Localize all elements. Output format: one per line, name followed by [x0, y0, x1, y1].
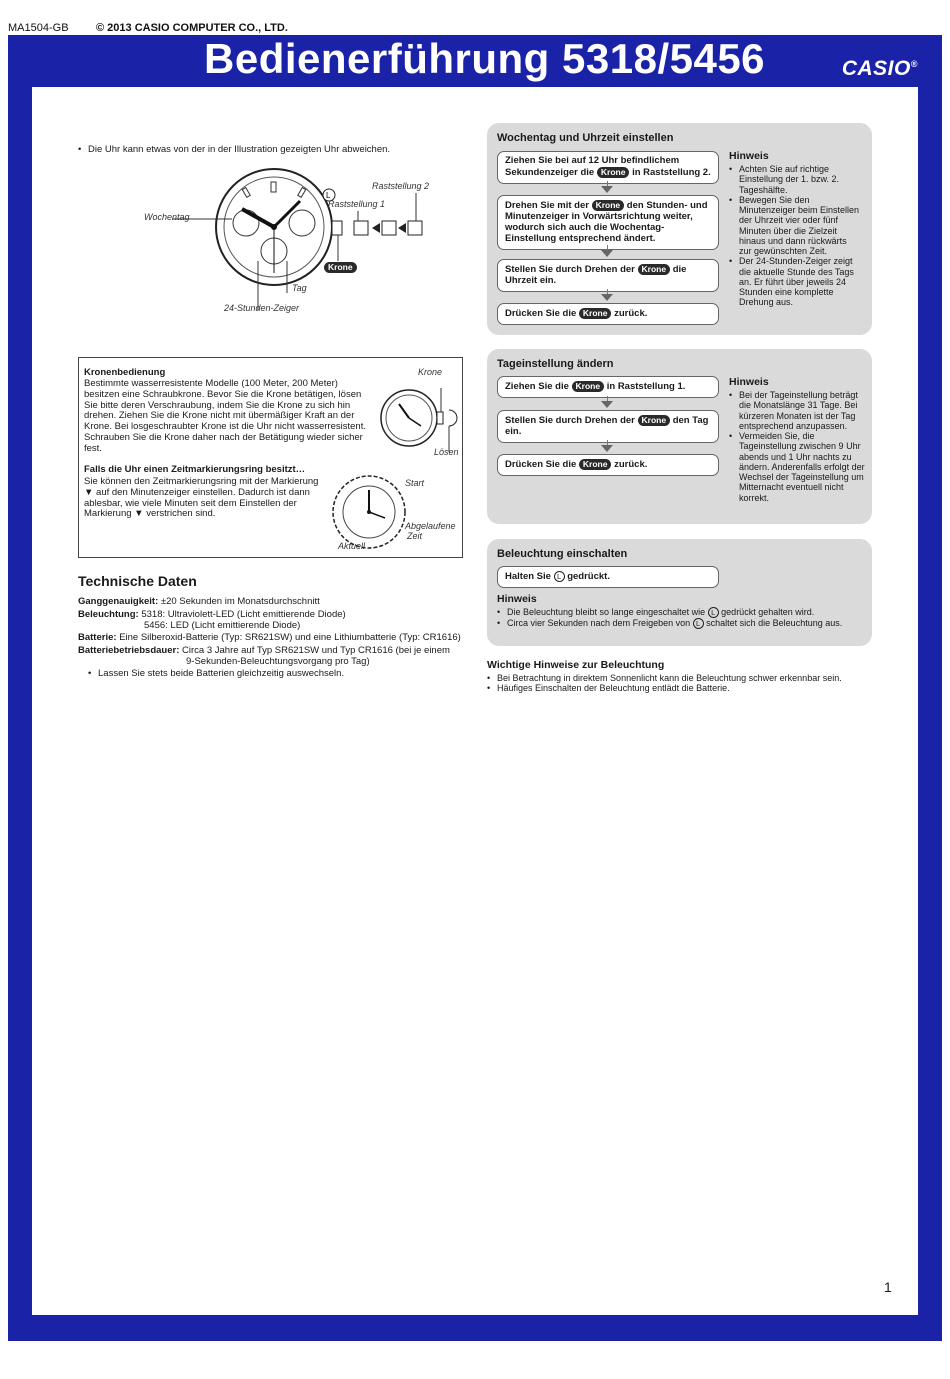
l-button-icon: L	[693, 618, 704, 629]
label-abgelaufene: Abgelaufene	[405, 521, 456, 531]
copyright: © 2013 CASIO COMPUTER CO., LTD.	[96, 22, 288, 34]
panel-wochentag	[487, 123, 872, 335]
arrow-down-icon	[601, 250, 613, 257]
spec-bullet: • Lassen Sie stets beide Batterien gleichzeitig auswechseln.	[88, 669, 470, 680]
label-raststellung-2: Raststellung 2	[372, 181, 430, 191]
svg-text:L: L	[326, 191, 331, 200]
watch-illustration	[132, 165, 482, 325]
panel-tag-title: Tageinstellung ändern	[497, 358, 614, 370]
arrow-down-icon	[601, 445, 613, 452]
important-title: Wichtige Hinweise zur Beleuchtung	[487, 659, 665, 671]
hinweis-item: • Vermeiden Sie, die Tageinstellung zwischen 9 Uhr abends und 1 Uhr nachts zu ändern. Anderenfalls erfolgt der Wechsel der Tageinstellung um Mitternacht eventuell nicht korrekt.	[729, 431, 865, 503]
casio-logo: CASIO®	[841, 57, 918, 80]
crown-box-text: Bestimmte wasserresistente Modelle (100 Meter, 200 Meter) besitzen eine Schraubkrone. Bevor Sie die Krone betätigen, lösen Sie bitte deren Verschraubung, indem Sie die Krone zu sich hin drehen. Ziehen Sie die Krone nicht mit übermäßiger Kraft an der Krone. Bei losgeschraubter Krone ist die Uhr nicht wasserresistent. Schrauben Sie die Krone daher nach der Betätigung wieder sicher fest.	[84, 378, 366, 454]
arrow-down-icon	[601, 294, 613, 301]
label-tag: Tag	[292, 283, 307, 293]
blue-frame	[8, 35, 942, 1341]
label-zeit: Zeit	[407, 531, 423, 541]
spec-beleuchtung-2: 5456: LED (Licht emittierende Diode)	[144, 619, 301, 631]
panel-beleuchtung-title: Beleuchtung einschalten	[497, 548, 628, 560]
spec-beleuchtung: Beleuchtung: 5318: Ultraviolett-LED (Licht emittierende Diode)	[78, 608, 346, 620]
important-notes	[487, 659, 877, 694]
spec-gang: Ganggenauigkeit: ±20 Sekunden im Monatsdurchschnitt	[78, 596, 320, 607]
crown-watch-drawing	[369, 374, 461, 458]
panel-wochentag-title: Wochentag und Uhrzeit einstellen	[497, 132, 674, 144]
spec-batterie: Batterie: Eine Silberoxid-Batterie (Typ: SR621SW) und eine Lithiumbatterie (Typ: CR1616)	[78, 632, 461, 644]
tech-title: Technische Daten	[78, 573, 197, 589]
ring-title: Falls die Uhr einen Zeitmarkierungsring besitzt…	[84, 464, 306, 475]
light-step-1: Halten Sie L gedrückt.	[497, 566, 719, 588]
crown-box	[78, 357, 463, 558]
ring-watch-drawing	[329, 472, 409, 552]
l-button-icon: L	[554, 571, 565, 582]
wochentag-step-2: Drehen Sie mit der Krone den Stunden- und Minutenzeiger in Vorwärtsrichtung weiter, wodurch sich auch die Wochentag-Einstellung entsprechend ändert.	[497, 195, 719, 250]
doc-header-line	[8, 22, 288, 34]
wochentag-step-3: Stellen Sie durch Drehen der Krone die Uhrzeit ein.	[497, 259, 719, 292]
tag-step-3: Drücken Sie die Krone zurück.	[497, 454, 719, 476]
label-loesen: Lösen	[434, 447, 459, 457]
label-wochentag: Wochentag	[144, 212, 190, 222]
arrow-down-icon	[601, 401, 613, 408]
spec-batteriedauer: Batteriebetriebsdauer: Circa 3 Jahre auf Typ SR621SW und Typ CR1616 (bei je einem	[78, 645, 450, 657]
l-button-icon: L	[708, 607, 719, 618]
page-number: 1	[884, 1279, 892, 1295]
tag-hinweis: Hinweis • Bei der Tageinstellung beträgt die Monatslänge 31 Tage. Bei kürzeren Monaten ist der Tag entsprechend anzupassen. • Vermeiden Sie, die Tageinstellung zwischen 9 Uhr abends und 1 Uhr nachts zu ändern. Anderenfalls erfolgt der Wechsel der Tageinstellung um Mitternacht eventuell nicht korrekt.	[729, 376, 865, 503]
important-item: • Häufiges Einschalten der Beleuchtung entlädt die Batterie.	[487, 683, 877, 693]
hinweis-item: • Der 24-Stunden-Zeiger zeigt die aktuelle Stunde des Tags an. Er führt über jeweils 24 Stunden eine komplette Drehung aus.	[729, 256, 861, 307]
tag-step-1: Ziehen Sie die Krone in Raststellung 1.	[497, 376, 719, 398]
marker-triangle-icon: ▼	[134, 508, 144, 520]
ring-text: Sie können den Zeitmarkierungsring mit der Markierung ▼ auf den Minutenzeiger einstellen. Dadurch ist dann ablesbar, wie viele Minuten seit dem Einstellen der Markierung ▼ verstrichen sind.	[84, 476, 319, 520]
wochentag-step-1: Ziehen Sie bei auf 12 Uhr befindlichem Sekundenzeiger die Krone in Raststellung 2.	[497, 151, 719, 184]
tech-specs	[78, 597, 470, 680]
watch-drawing	[132, 165, 482, 325]
intro-note: • Die Uhr kann etwas von der in der Illustration gezeigten Uhr abweichen.	[78, 145, 478, 156]
hinweis-item: • Bei der Tageinstellung beträgt die Monatslänge 31 Tage. Bei kürzeren Monaten ist der Tag entsprechend anzupassen.	[729, 390, 865, 431]
hinweis-item: • Die Beleuchtung bleibt so lange eingeschaltet wie L gedrückt gehalten wird.	[497, 607, 867, 618]
wochentag-step-4: Drücken Sie die Krone zurück.	[497, 303, 719, 325]
content-area	[32, 87, 918, 1315]
spec-batteriedauer-2: 9-Sekunden-Beleuchtungsvorgang pro Tag)	[186, 656, 370, 668]
hinweis-item: • Bewegen Sie den Minutenzeiger beim Einstellen der Uhrzeit vier oder fünf Minuten über die Zielzeit hinaus und dann rückwärts zur gewünschten Zeit.	[729, 195, 861, 257]
hinweis-item: • Circa vier Sekunden nach dem Freigeben von L schaltet sich die Beleuchtung aus.	[497, 618, 867, 629]
marker-triangle-icon: ▼	[84, 486, 94, 498]
light-hinweis: Hinweis • Die Beleuchtung bleibt so lange eingeschaltet wie L gedrückt gehalten wird. • Circa vier Sekunden nach dem Freigeben von L schaltet sich die Beleuchtung aus.	[497, 593, 867, 629]
page-title: Bedienerführung 5318/5456	[204, 35, 766, 82]
label-24-stunden: 24-Stunden-Zeiger	[224, 303, 300, 313]
crown-box-title: Kronenbedienung	[84, 367, 166, 378]
label-raststellung-1: Raststellung 1	[328, 199, 386, 209]
wochentag-hinweis: Hinweis • Achten Sie auf richtige Einstellung der 1. bzw. 2. Tageshälfte. • Bewegen Sie den Minutenzeiger beim Einstellen der Uhrzeit vier oder fünf Minuten über die Zielzeit hinaus und dann rückwärts zur gewünschten Zeit. • Der 24-Stunden-Zeiger zeigt die aktuelle Stunde des Tags an. Er führt über jeweils 24 Stunden eine komplette Drehung aus.	[729, 150, 861, 308]
label-krone: Krone	[324, 257, 357, 275]
label-start: Start	[405, 478, 425, 488]
panel-beleuchtung	[487, 539, 872, 646]
hinweis-item: • Achten Sie auf richtige Einstellung der 1. bzw. 2. Tageshälfte.	[729, 164, 861, 195]
panel-tag	[487, 349, 872, 524]
important-item: • Bei Betrachtung in direktem Sonnenlicht kann die Beleuchtung schwer erkennbar sein.	[487, 673, 877, 683]
label-aktuell: Aktuell	[338, 541, 366, 551]
tag-step-2: Stellen Sie durch Drehen der Krone den Tag ein.	[497, 410, 719, 443]
label-crown: Krone	[418, 367, 443, 377]
arrow-down-icon	[601, 186, 613, 193]
doc-id: MA1504-GB	[8, 22, 69, 34]
